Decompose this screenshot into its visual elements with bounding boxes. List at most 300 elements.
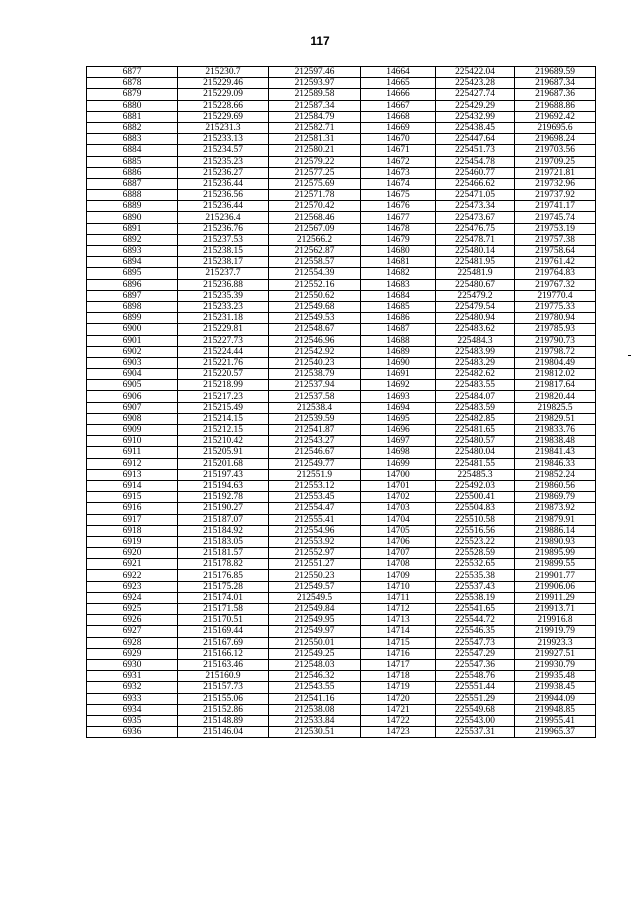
y-coordinate-b-cell: 219948.85: [515, 704, 596, 715]
x-coordinate-b-cell: 225481.65: [436, 425, 515, 436]
table-row: [87, 536, 596, 547]
point-number-b-cell: 14670: [361, 134, 436, 145]
y-coordinate-a-cell: 212551.9: [269, 469, 361, 480]
point-number-b-cell: 14697: [361, 436, 436, 447]
point-number-b-cell: 14688: [361, 335, 436, 346]
x-coordinate-b-cell: 225466.62: [436, 178, 515, 189]
y-coordinate-a-cell: 212549.53: [269, 313, 361, 324]
x-coordinate-b-cell: 225480.04: [436, 447, 515, 458]
y-coordinate-a-cell: 212552.16: [269, 279, 361, 290]
x-coordinate-b-cell: 225551.29: [436, 693, 515, 704]
table-row: [87, 190, 596, 201]
table-row: [87, 682, 596, 693]
point-number-b-cell: 14676: [361, 201, 436, 212]
point-number-a-cell: 6903: [87, 357, 178, 368]
y-coordinate-b-cell: 219820.44: [515, 391, 596, 402]
point-number-b-cell: 14707: [361, 548, 436, 559]
table-row: [87, 458, 596, 469]
y-coordinate-a-cell: 212550.01: [269, 637, 361, 648]
point-number-a-cell: 6879: [87, 89, 178, 100]
x-coordinate-a-cell: 215215.49: [178, 402, 269, 413]
table-row: [87, 648, 596, 659]
x-coordinate-a-cell: 215146.04: [178, 727, 269, 738]
x-coordinate-b-cell: 225427.74: [436, 89, 515, 100]
point-number-a-cell: 6910: [87, 436, 178, 447]
point-number-a-cell: 6901: [87, 335, 178, 346]
x-coordinate-a-cell: 215237.53: [178, 234, 269, 245]
point-number-b-cell: 14675: [361, 190, 436, 201]
y-coordinate-a-cell: 212538.4: [269, 402, 361, 413]
x-coordinate-b-cell: 225528.59: [436, 548, 515, 559]
y-coordinate-b-cell: 219804.49: [515, 357, 596, 368]
point-number-b-cell: 14680: [361, 246, 436, 257]
y-coordinate-b-cell: 219687.34: [515, 78, 596, 89]
y-coordinate-b-cell: 219695.6: [515, 122, 596, 133]
x-coordinate-a-cell: 215228.66: [178, 100, 269, 111]
y-coordinate-b-cell: 219687.36: [515, 89, 596, 100]
table-row: [87, 223, 596, 234]
table-row: [87, 425, 596, 436]
point-number-b-cell: 14718: [361, 671, 436, 682]
point-number-a-cell: 6883: [87, 134, 178, 145]
point-number-b-cell: 14714: [361, 626, 436, 637]
point-number-a-cell: 6885: [87, 156, 178, 167]
table-row: [87, 156, 596, 167]
table-row: [87, 391, 596, 402]
point-number-b-cell: 14669: [361, 122, 436, 133]
x-coordinate-a-cell: 215238.17: [178, 257, 269, 268]
y-coordinate-a-cell: 212549.57: [269, 581, 361, 592]
y-coordinate-b-cell: 219890.93: [515, 536, 596, 547]
table-row: [87, 313, 596, 324]
x-coordinate-a-cell: 215169.44: [178, 626, 269, 637]
y-coordinate-a-cell: 212581.31: [269, 134, 361, 145]
x-coordinate-b-cell: 225537.43: [436, 581, 515, 592]
y-coordinate-b-cell: 219879.91: [515, 514, 596, 525]
x-coordinate-a-cell: 215184.92: [178, 525, 269, 536]
point-number-a-cell: 6897: [87, 290, 178, 301]
point-number-a-cell: 6920: [87, 548, 178, 559]
table-row: [87, 570, 596, 581]
y-coordinate-a-cell: 212575.69: [269, 178, 361, 189]
y-coordinate-a-cell: 212550.23: [269, 570, 361, 581]
table-row: [87, 346, 596, 357]
y-coordinate-b-cell: 219829.51: [515, 413, 596, 424]
x-coordinate-b-cell: 225551.44: [436, 682, 515, 693]
point-number-b-cell: 14706: [361, 536, 436, 547]
y-coordinate-a-cell: 212597.46: [269, 67, 361, 78]
y-coordinate-b-cell: 219841.43: [515, 447, 596, 458]
x-coordinate-b-cell: 225479.2: [436, 290, 515, 301]
y-coordinate-a-cell: 212558.57: [269, 257, 361, 268]
point-number-a-cell: 6890: [87, 212, 178, 223]
y-coordinate-b-cell: 219721.81: [515, 167, 596, 178]
point-number-b-cell: 14700: [361, 469, 436, 480]
point-number-b-cell: 14705: [361, 525, 436, 536]
y-coordinate-b-cell: 219919.79: [515, 626, 596, 637]
y-coordinate-b-cell: 219767.32: [515, 279, 596, 290]
point-number-a-cell: 6896: [87, 279, 178, 290]
x-coordinate-b-cell: 225476.75: [436, 223, 515, 234]
point-number-b-cell: 14719: [361, 682, 436, 693]
table-row: [87, 178, 596, 189]
x-coordinate-a-cell: 215224.44: [178, 346, 269, 357]
x-coordinate-a-cell: 215187.07: [178, 514, 269, 525]
y-coordinate-a-cell: 212577.25: [269, 167, 361, 178]
x-coordinate-b-cell: 225483.55: [436, 380, 515, 391]
table-row: [87, 727, 596, 738]
y-coordinate-a-cell: 212587.34: [269, 100, 361, 111]
point-number-b-cell: 14681: [361, 257, 436, 268]
x-coordinate-b-cell: 225546.35: [436, 626, 515, 637]
table-row: [87, 413, 596, 424]
x-coordinate-a-cell: 215205.91: [178, 447, 269, 458]
point-number-a-cell: 6904: [87, 369, 178, 380]
x-coordinate-b-cell: 225547.36: [436, 659, 515, 670]
x-coordinate-a-cell: 215236.44: [178, 201, 269, 212]
x-coordinate-a-cell: 215237.7: [178, 268, 269, 279]
x-coordinate-a-cell: 215192.78: [178, 492, 269, 503]
point-number-b-cell: 14687: [361, 324, 436, 335]
table-row: [87, 234, 596, 245]
y-coordinate-a-cell: 212549.97: [269, 626, 361, 637]
x-coordinate-a-cell: 215229.09: [178, 89, 269, 100]
x-coordinate-a-cell: 215231.3: [178, 122, 269, 133]
point-number-b-cell: 14704: [361, 514, 436, 525]
x-coordinate-b-cell: 225473.67: [436, 212, 515, 223]
point-number-a-cell: 6882: [87, 122, 178, 133]
x-coordinate-b-cell: 225484.3: [436, 335, 515, 346]
point-number-b-cell: 14682: [361, 268, 436, 279]
y-coordinate-b-cell: 219825.5: [515, 402, 596, 413]
x-coordinate-b-cell: 225485.3: [436, 469, 515, 480]
table-row: [87, 357, 596, 368]
x-coordinate-a-cell: 215160.9: [178, 671, 269, 682]
point-number-a-cell: 6921: [87, 559, 178, 570]
table-row: [87, 659, 596, 670]
y-coordinate-a-cell: 212584.79: [269, 111, 361, 122]
point-number-a-cell: 6928: [87, 637, 178, 648]
point-number-b-cell: 14674: [361, 178, 436, 189]
y-coordinate-a-cell: 212550.62: [269, 290, 361, 301]
point-number-b-cell: 14701: [361, 480, 436, 491]
point-number-a-cell: 6888: [87, 190, 178, 201]
y-coordinate-a-cell: 212543.55: [269, 682, 361, 693]
point-number-b-cell: 14666: [361, 89, 436, 100]
x-coordinate-a-cell: 215230.7: [178, 67, 269, 78]
point-number-b-cell: 14683: [361, 279, 436, 290]
y-coordinate-b-cell: 219798.72: [515, 346, 596, 357]
x-coordinate-a-cell: 215229.81: [178, 324, 269, 335]
point-number-b-cell: 14664: [361, 67, 436, 78]
y-coordinate-a-cell: 212554.47: [269, 503, 361, 514]
point-number-a-cell: 6933: [87, 693, 178, 704]
point-number-b-cell: 14673: [361, 167, 436, 178]
x-coordinate-a-cell: 215190.27: [178, 503, 269, 514]
y-coordinate-a-cell: 212579.22: [269, 156, 361, 167]
x-coordinate-b-cell: 225532.65: [436, 559, 515, 570]
y-coordinate-b-cell: 219913.71: [515, 604, 596, 615]
table-row: [87, 122, 596, 133]
x-coordinate-b-cell: 225483.62: [436, 324, 515, 335]
y-coordinate-a-cell: 212553.45: [269, 492, 361, 503]
x-coordinate-b-cell: 225544.72: [436, 615, 515, 626]
x-coordinate-a-cell: 215197.43: [178, 469, 269, 480]
y-coordinate-b-cell: 219692.42: [515, 111, 596, 122]
table-row: [87, 671, 596, 682]
point-number-a-cell: 6932: [87, 682, 178, 693]
point-number-b-cell: 14712: [361, 604, 436, 615]
point-number-a-cell: 6908: [87, 413, 178, 424]
y-coordinate-b-cell: 219852.24: [515, 469, 596, 480]
table-row: [87, 637, 596, 648]
point-number-b-cell: 14699: [361, 458, 436, 469]
point-number-a-cell: 6916: [87, 503, 178, 514]
y-coordinate-b-cell: 219923.3: [515, 637, 596, 648]
y-coordinate-b-cell: 219753.19: [515, 223, 596, 234]
table-row: [87, 257, 596, 268]
y-coordinate-a-cell: 212530.51: [269, 727, 361, 738]
y-coordinate-a-cell: 212538.08: [269, 704, 361, 715]
y-coordinate-a-cell: 212546.67: [269, 447, 361, 458]
y-coordinate-a-cell: 212593.97: [269, 78, 361, 89]
point-number-a-cell: 6898: [87, 301, 178, 312]
x-coordinate-b-cell: 225438.45: [436, 122, 515, 133]
y-coordinate-b-cell: 219817.64: [515, 380, 596, 391]
table-row: [87, 335, 596, 346]
x-coordinate-b-cell: 225480.14: [436, 246, 515, 257]
page-number: 117: [310, 34, 330, 48]
x-coordinate-b-cell: 225481.9: [436, 268, 515, 279]
point-number-a-cell: 6899: [87, 313, 178, 324]
x-coordinate-a-cell: 215229.69: [178, 111, 269, 122]
point-number-b-cell: 14672: [361, 156, 436, 167]
point-number-a-cell: 6894: [87, 257, 178, 268]
x-coordinate-b-cell: 225549.68: [436, 704, 515, 715]
y-coordinate-b-cell: 219965.37: [515, 727, 596, 738]
y-coordinate-b-cell: 219895.99: [515, 548, 596, 559]
y-coordinate-a-cell: 212540.23: [269, 357, 361, 368]
y-coordinate-a-cell: 212566.2: [269, 234, 361, 245]
x-coordinate-a-cell: 215210.42: [178, 436, 269, 447]
x-coordinate-a-cell: 215221.76: [178, 357, 269, 368]
x-coordinate-b-cell: 225484.07: [436, 391, 515, 402]
point-number-a-cell: 6927: [87, 626, 178, 637]
point-number-a-cell: 6893: [87, 246, 178, 257]
x-coordinate-b-cell: 225451.73: [436, 145, 515, 156]
x-coordinate-a-cell: 215152.86: [178, 704, 269, 715]
point-number-a-cell: 6919: [87, 536, 178, 547]
x-coordinate-a-cell: 215174.01: [178, 592, 269, 603]
x-coordinate-a-cell: 215212.15: [178, 425, 269, 436]
table-row: [87, 548, 596, 559]
x-coordinate-a-cell: 215236.88: [178, 279, 269, 290]
point-number-b-cell: 14723: [361, 727, 436, 738]
y-coordinate-b-cell: 219757.38: [515, 234, 596, 245]
point-number-b-cell: 14717: [361, 659, 436, 670]
point-number-a-cell: 6931: [87, 671, 178, 682]
point-number-a-cell: 6926: [87, 615, 178, 626]
y-coordinate-a-cell: 212549.84: [269, 604, 361, 615]
table-row: [87, 212, 596, 223]
point-number-b-cell: 14665: [361, 78, 436, 89]
table-row: [87, 380, 596, 391]
y-coordinate-b-cell: 219703.56: [515, 145, 596, 156]
point-number-b-cell: 14722: [361, 715, 436, 726]
x-coordinate-b-cell: 225481.95: [436, 257, 515, 268]
point-number-a-cell: 6884: [87, 145, 178, 156]
x-coordinate-a-cell: 215163.46: [178, 659, 269, 670]
y-coordinate-b-cell: 219899.55: [515, 559, 596, 570]
point-number-b-cell: 14716: [361, 648, 436, 659]
point-number-a-cell: 6905: [87, 380, 178, 391]
y-coordinate-a-cell: 212570.42: [269, 201, 361, 212]
point-number-a-cell: 6923: [87, 581, 178, 592]
coordinates-table: [86, 66, 596, 738]
x-coordinate-a-cell: 215236.76: [178, 223, 269, 234]
x-coordinate-b-cell: 225537.31: [436, 727, 515, 738]
y-coordinate-b-cell: 219860.56: [515, 480, 596, 491]
y-coordinate-b-cell: 219869.79: [515, 492, 596, 503]
x-coordinate-a-cell: 215148.89: [178, 715, 269, 726]
y-coordinate-b-cell: 219906.06: [515, 581, 596, 592]
point-number-a-cell: 6886: [87, 167, 178, 178]
x-coordinate-b-cell: 225429.29: [436, 100, 515, 111]
x-coordinate-b-cell: 225516.56: [436, 525, 515, 536]
point-number-b-cell: 14690: [361, 357, 436, 368]
y-coordinate-a-cell: 212549.25: [269, 648, 361, 659]
x-coordinate-b-cell: 225547.29: [436, 648, 515, 659]
y-coordinate-b-cell: 219785.93: [515, 324, 596, 335]
y-coordinate-b-cell: 219911.29: [515, 592, 596, 603]
y-coordinate-b-cell: 219698.24: [515, 134, 596, 145]
x-coordinate-b-cell: 225480.57: [436, 436, 515, 447]
x-coordinate-a-cell: 215167.69: [178, 637, 269, 648]
point-number-b-cell: 14709: [361, 570, 436, 581]
point-number-a-cell: 6878: [87, 78, 178, 89]
point-number-a-cell: 6918: [87, 525, 178, 536]
y-coordinate-a-cell: 212537.94: [269, 380, 361, 391]
point-number-a-cell: 6891: [87, 223, 178, 234]
x-coordinate-a-cell: 215236.27: [178, 167, 269, 178]
point-number-a-cell: 6929: [87, 648, 178, 659]
y-coordinate-b-cell: 219838.48: [515, 436, 596, 447]
table-row: [87, 78, 596, 89]
point-number-b-cell: 14696: [361, 425, 436, 436]
y-coordinate-a-cell: 212555.41: [269, 514, 361, 525]
y-coordinate-b-cell: 219741.17: [515, 201, 596, 212]
point-number-a-cell: 6889: [87, 201, 178, 212]
point-number-a-cell: 6924: [87, 592, 178, 603]
x-coordinate-a-cell: 215238.15: [178, 246, 269, 257]
x-coordinate-a-cell: 215176.85: [178, 570, 269, 581]
point-number-a-cell: 6930: [87, 659, 178, 670]
point-number-b-cell: 14710: [361, 581, 436, 592]
point-number-a-cell: 6925: [87, 604, 178, 615]
y-coordinate-a-cell: 212546.96: [269, 335, 361, 346]
x-coordinate-a-cell: 215217.23: [178, 391, 269, 402]
point-number-b-cell: 14695: [361, 413, 436, 424]
y-coordinate-b-cell: 219833.76: [515, 425, 596, 436]
point-number-a-cell: 6880: [87, 100, 178, 111]
point-number-a-cell: 6935: [87, 715, 178, 726]
x-coordinate-b-cell: 225492.03: [436, 480, 515, 491]
x-coordinate-a-cell: 215157.73: [178, 682, 269, 693]
y-coordinate-a-cell: 212538.79: [269, 369, 361, 380]
point-number-b-cell: 14693: [361, 391, 436, 402]
table-row: [87, 145, 596, 156]
y-coordinate-a-cell: 212567.09: [269, 223, 361, 234]
y-coordinate-b-cell: 219745.74: [515, 212, 596, 223]
point-number-a-cell: 6907: [87, 402, 178, 413]
table-row: [87, 268, 596, 279]
y-coordinate-a-cell: 212554.96: [269, 525, 361, 536]
y-coordinate-b-cell: 219775.33: [515, 301, 596, 312]
coordinates-table-body: [87, 67, 596, 738]
x-coordinate-a-cell: 215214.15: [178, 413, 269, 424]
y-coordinate-b-cell: 219935.48: [515, 671, 596, 682]
y-coordinate-b-cell: 219688.86: [515, 100, 596, 111]
x-coordinate-a-cell: 215231.18: [178, 313, 269, 324]
table-row: [87, 604, 596, 615]
table-row: [87, 693, 596, 704]
x-coordinate-a-cell: 215233.23: [178, 301, 269, 312]
point-number-a-cell: 6877: [87, 67, 178, 78]
x-coordinate-b-cell: 225454.78: [436, 156, 515, 167]
x-coordinate-a-cell: 215220.57: [178, 369, 269, 380]
point-number-a-cell: 6902: [87, 346, 178, 357]
table-row: [87, 514, 596, 525]
y-coordinate-b-cell: 219689.59: [515, 67, 596, 78]
y-coordinate-b-cell: 219709.25: [515, 156, 596, 167]
point-number-b-cell: 14679: [361, 234, 436, 245]
y-coordinate-a-cell: 212549.95: [269, 615, 361, 626]
x-coordinate-b-cell: 225483.99: [436, 346, 515, 357]
point-number-b-cell: 14720: [361, 693, 436, 704]
table-row: [87, 715, 596, 726]
point-number-b-cell: 14685: [361, 301, 436, 312]
point-number-a-cell: 6914: [87, 480, 178, 491]
x-coordinate-a-cell: 215201.68: [178, 458, 269, 469]
y-coordinate-a-cell: 212548.03: [269, 659, 361, 670]
y-coordinate-b-cell: 219886.14: [515, 525, 596, 536]
point-number-b-cell: 14691: [361, 369, 436, 380]
y-coordinate-b-cell: 219927.51: [515, 648, 596, 659]
table-row: [87, 480, 596, 491]
x-coordinate-b-cell: 225478.71: [436, 234, 515, 245]
point-number-a-cell: 6909: [87, 425, 178, 436]
y-coordinate-a-cell: 212542.92: [269, 346, 361, 357]
table-row: [87, 402, 596, 413]
point-number-a-cell: 6887: [87, 178, 178, 189]
point-number-b-cell: 14686: [361, 313, 436, 324]
point-number-b-cell: 14694: [361, 402, 436, 413]
x-coordinate-a-cell: 215170.51: [178, 615, 269, 626]
y-coordinate-a-cell: 212554.39: [269, 268, 361, 279]
y-coordinate-a-cell: 212580.21: [269, 145, 361, 156]
y-coordinate-b-cell: 219901.77: [515, 570, 596, 581]
y-coordinate-a-cell: 212582.71: [269, 122, 361, 133]
x-coordinate-b-cell: 225480.67: [436, 279, 515, 290]
x-coordinate-a-cell: 215236.56: [178, 190, 269, 201]
x-coordinate-a-cell: 215235.39: [178, 290, 269, 301]
point-number-a-cell: 6906: [87, 391, 178, 402]
table-row: [87, 111, 596, 122]
table-row: [87, 704, 596, 715]
point-number-a-cell: 6911: [87, 447, 178, 458]
y-coordinate-a-cell: 212539.59: [269, 413, 361, 424]
y-coordinate-a-cell: 212589.58: [269, 89, 361, 100]
